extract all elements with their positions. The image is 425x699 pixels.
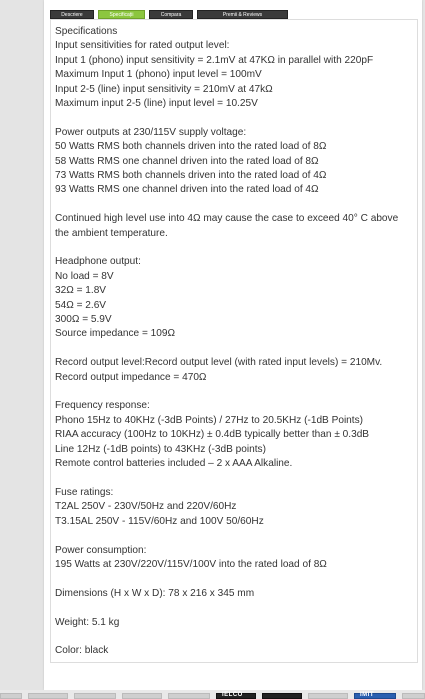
specifications-text [55, 25, 415, 659]
spec-line: Input 2-5 (line) input sensitivity = 210mV at 47kΩ [55, 83, 273, 95]
spec-line: 58 Watts RMS one channel driven into the rated load of 8Ω [55, 155, 319, 167]
spec-line: Dimensions (H x W x D): 78 x 216 x 345 mm [55, 587, 255, 599]
brand-logo-text: IMIT [360, 692, 374, 698]
tab-awards-reviews[interactable]: Premii & Reviews [197, 10, 288, 19]
tab-compare[interactable]: Compara [149, 10, 193, 19]
related-product-thumbnail[interactable] [74, 693, 116, 699]
spec-note: Continued high level use into 4Ω may cause the case to exceed 40° C above the ambient temperature. [55, 213, 399, 239]
related-product-thumbnail[interactable] [168, 693, 210, 699]
spec-line: Phono 15Hz to 40KHz (-3dB Points) / 27Hz to 20.5KHz (-1dB Points) [55, 414, 364, 426]
spec-line: T3.15AL 250V - 115V/60Hz and 100V 50/60Hz [55, 515, 264, 527]
related-product-thumbnail[interactable] [0, 693, 22, 699]
spec-line: 32Ω = 1.8V [55, 285, 107, 297]
spec-line: Headphone output: [55, 256, 141, 268]
spec-line: Record output level:Record output level (with rated input levels) = 210Mv. [55, 357, 383, 369]
spec-line: Maximum Input 1 (phono) input level = 100mV [55, 69, 262, 81]
spec-line: Record output impedance = 470Ω [55, 371, 207, 383]
spec-line: Power outputs at 230/115V supply voltage: [55, 126, 247, 138]
related-product-thumbnail[interactable] [262, 693, 302, 699]
related-product-thumbnail[interactable] [28, 693, 68, 699]
spec-line: Input 1 (phono) input sensitivity = 2.1mV at 47KΩ in parallel with 220pF [55, 54, 374, 66]
spec-line: Line 12Hz (-1dB points) to 43KHz (-3dB points) [55, 443, 266, 455]
spec-line: Source impedance = 109Ω [55, 328, 176, 340]
related-product-thumbnail[interactable] [308, 693, 348, 699]
spec-line: 54Ω = 2.6V [55, 299, 107, 311]
tab-specifications[interactable]: Specificații [98, 10, 145, 19]
spec-line: Power consumption: [55, 544, 147, 556]
spec-line: Maximum input 2-5 (line) input level = 10.25V [55, 98, 258, 110]
related-product-thumbnail[interactable] [122, 693, 162, 699]
spec-line: T2AL 250V - 230V/50Hz and 220V/60Hz [55, 501, 237, 513]
spec-line: Remote control batteries included – 2 x AAA Alkaline. [55, 458, 293, 470]
spec-line: Frequency response: [55, 400, 150, 412]
spec-line: Weight: 5.1 kg [55, 616, 120, 628]
spec-line: Fuse ratings: [55, 486, 114, 498]
spec-heading: Specifications [55, 26, 118, 37]
spec-line: 195 Watts at 230V/220V/115V/100V into the rated load of 8Ω [55, 558, 327, 570]
spec-line: No load = 8V [55, 270, 114, 282]
spec-line: Color: black [55, 645, 109, 657]
related-product-thumbnail[interactable] [402, 693, 425, 699]
spec-line: 50 Watts RMS both channels driven into the rated load of 8Ω [55, 141, 327, 153]
spec-line: 93 Watts RMS one channel driven into the rated load of 4Ω [55, 184, 319, 196]
tab-description[interactable]: Descriere [50, 10, 94, 19]
spec-line: 300Ω = 5.9V [55, 314, 112, 326]
brand-logo-text: IELCO [222, 692, 243, 698]
spec-line: Input sensitivities for rated output level: [55, 40, 230, 52]
spec-line: RIAA accuracy (100Hz to 10KHz) ± 0.4dB typically better than ± 0.3dB [55, 429, 370, 441]
spec-line: 73 Watts RMS both channels driven into the rated load of 4Ω [55, 170, 327, 182]
